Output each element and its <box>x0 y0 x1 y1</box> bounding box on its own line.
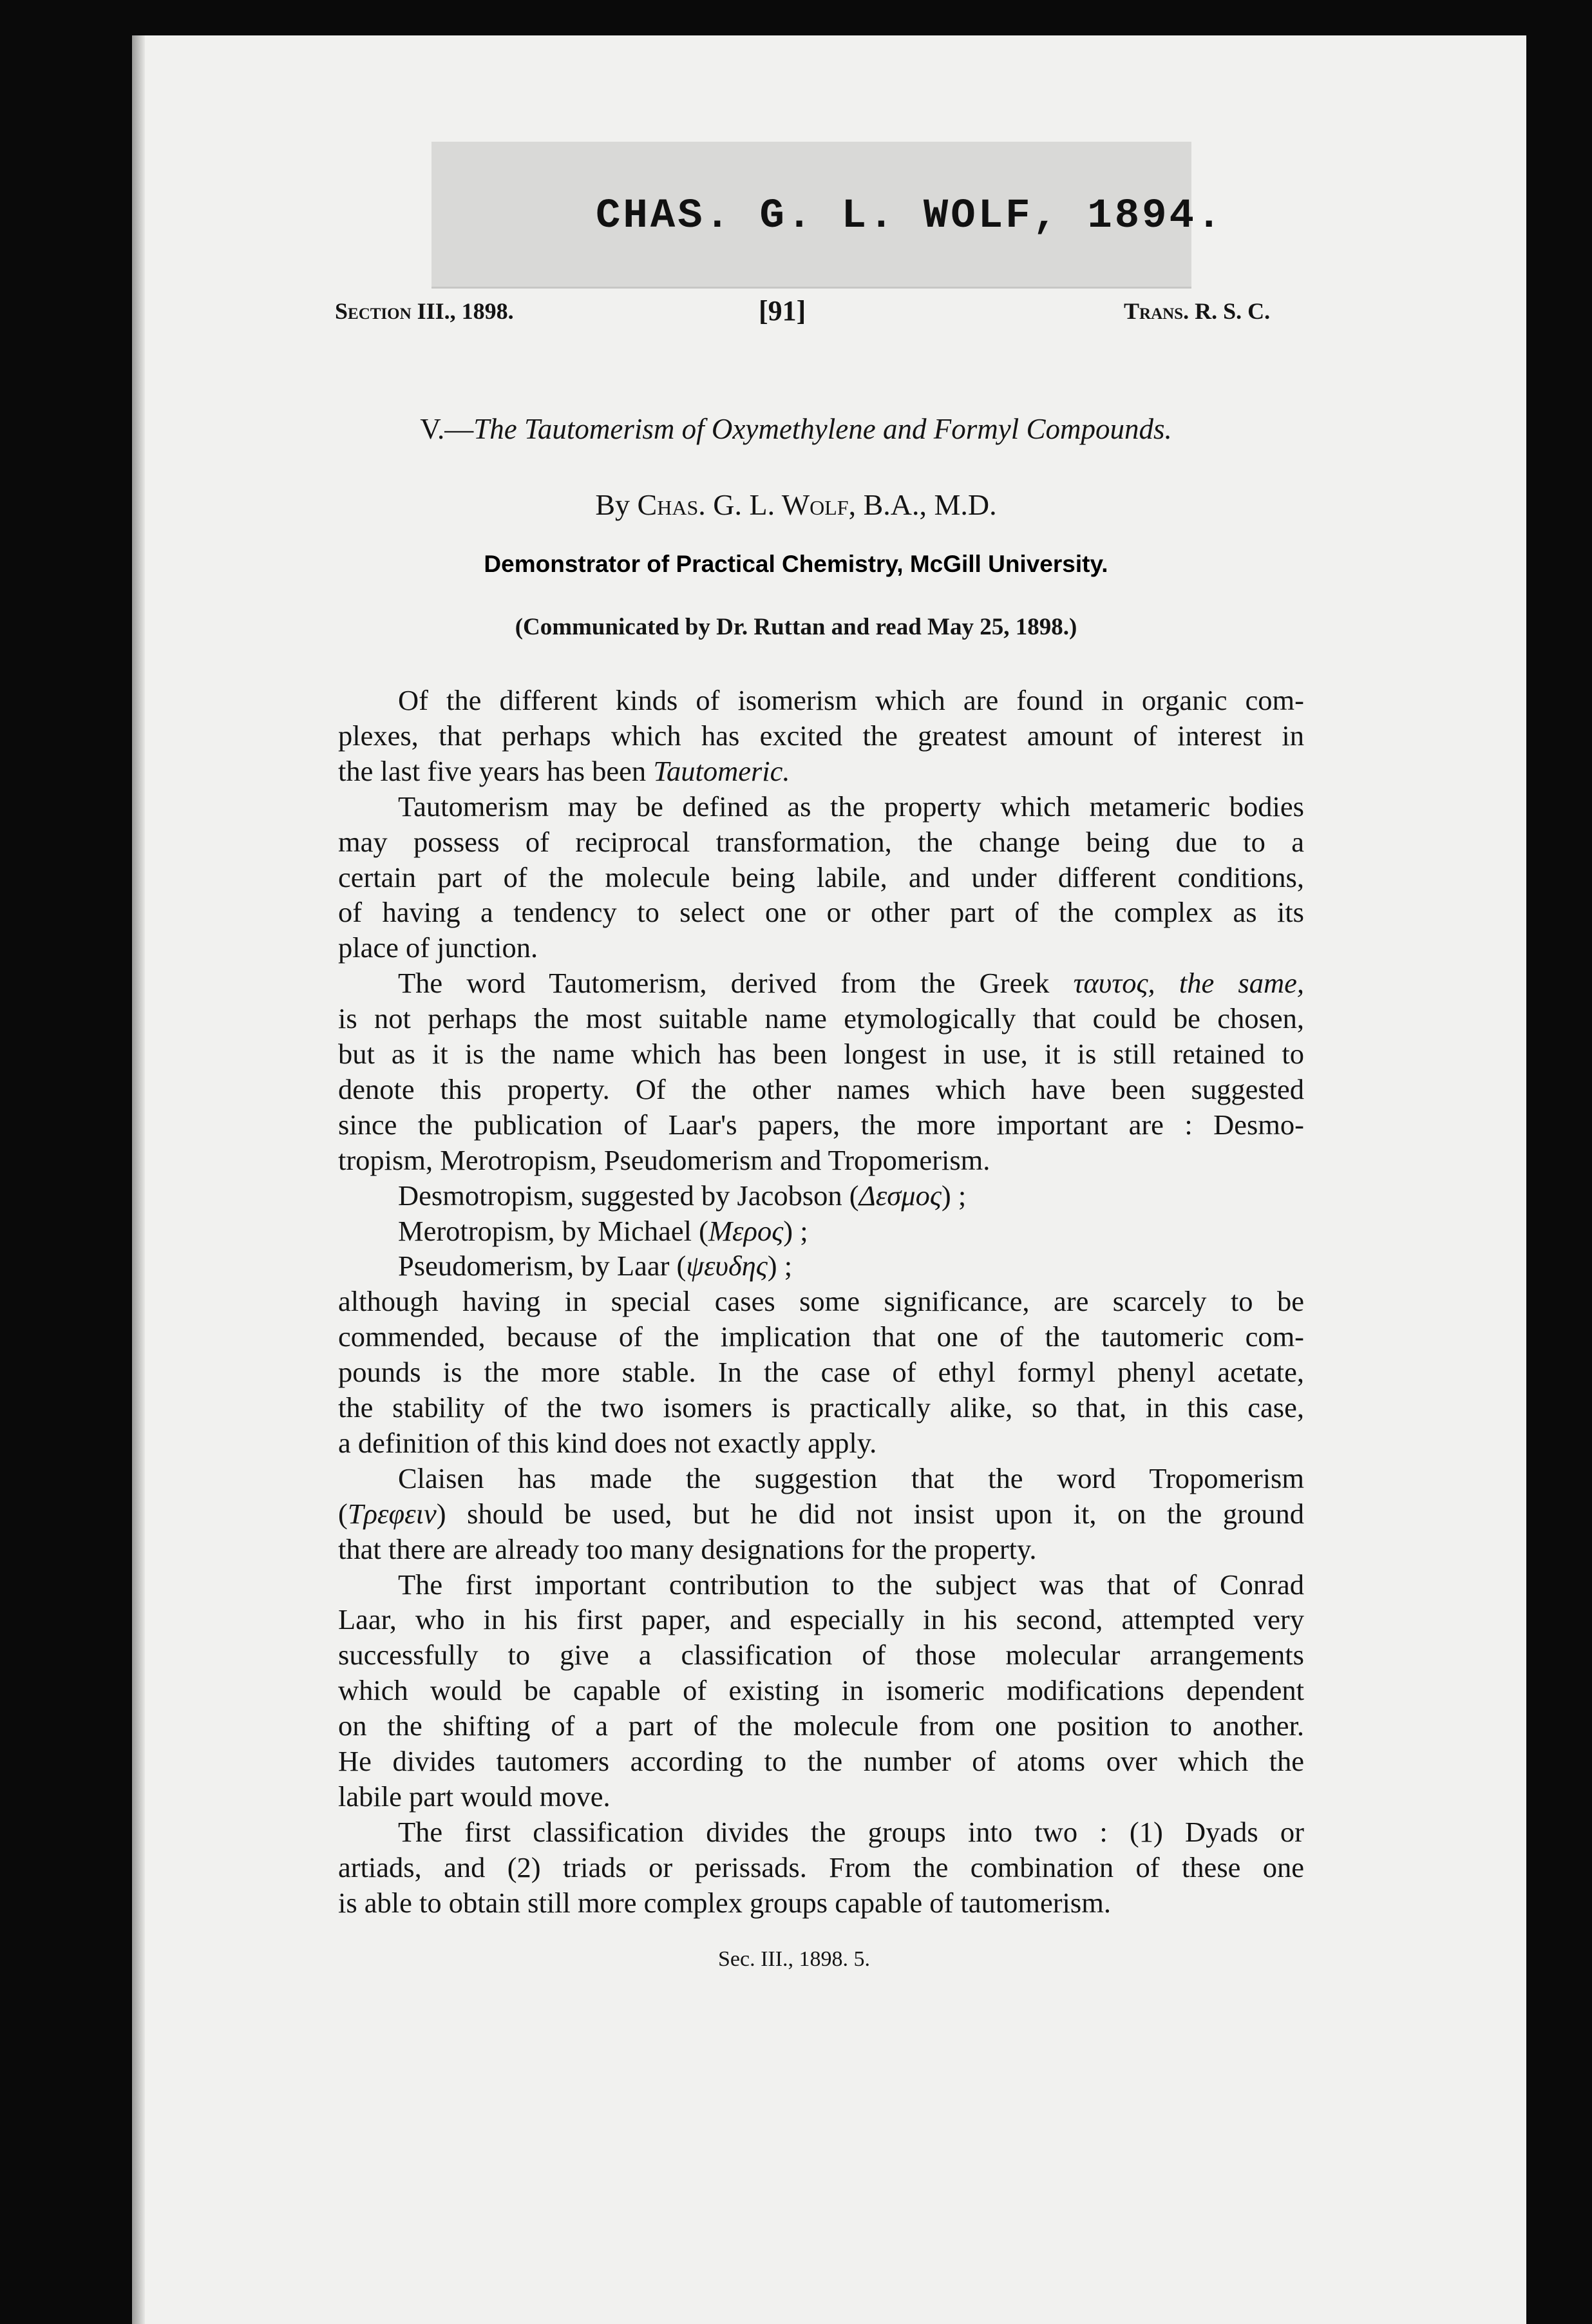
title-text: The Tautomerism of Oxymethylene and Formyl Compounds. <box>473 413 1172 445</box>
text-run: Of the different kinds of isomerism which are found in organic com- <box>398 684 1304 716</box>
text-run: ) ; <box>783 1214 808 1247</box>
body-line <box>338 1072 1304 1105</box>
body-line <box>398 792 1304 821</box>
body-line <box>398 1815 1304 1848</box>
text-run: the stability of the two isomers is practically alike, so that, in this case, <box>338 1391 1304 1424</box>
body-line <box>338 1605 1304 1634</box>
text-run: that there are already too many designations for the property. <box>338 1532 1037 1565</box>
italic-text: Δεσμος <box>858 1179 942 1212</box>
text-run: Pseudomerism, by Laar ( <box>398 1250 687 1282</box>
body-line <box>338 1886 1304 1919</box>
text-run: although having in special cases some significance, are scarcely to be <box>338 1285 1304 1318</box>
body-line <box>398 1214 1304 1247</box>
body-line <box>398 686 1304 715</box>
body-line <box>338 863 1304 892</box>
text-run: a definition of this kind does not exactly apply. <box>338 1426 877 1459</box>
body-line <box>338 1110 1304 1139</box>
text-run: successfully to give a classification of those molecular arrangements <box>338 1639 1304 1672</box>
body-line <box>398 1252 1304 1281</box>
text-run: ) ; <box>941 1179 967 1212</box>
text-run: the last five years has been <box>338 754 654 787</box>
text-run: He divides tautomers according to the number of atoms over which the <box>338 1745 1304 1777</box>
text-run: The word Tautomerism, derived from the Greek <box>398 967 1074 1000</box>
text-run: Claisen has made the suggestion that the word Tropomerism <box>398 1462 1304 1494</box>
body-line <box>338 1287 1304 1316</box>
body-line <box>338 754 1304 787</box>
author-affiliation: Demonstrator of Practical Chemistry, McGill University. <box>484 551 1108 577</box>
title-prefix: V.— <box>420 413 474 445</box>
author-name: Chas. G. L. Wolf <box>637 488 849 521</box>
body-line <box>398 969 1304 998</box>
italic-text: ψευδης <box>686 1250 768 1282</box>
italic-text: Τρεφειν <box>347 1497 437 1530</box>
text-run: pounds is the more stable. In the case of ethyl formyl phenyl acetate, <box>338 1356 1304 1389</box>
body-line <box>398 1464 1304 1493</box>
italic-text: Μερος <box>708 1214 784 1247</box>
text-run: labile part would move. <box>338 1780 611 1813</box>
text-run: tropism, Merotropism, Pseudomerism and Tropomerism. <box>338 1143 990 1176</box>
text-run: ) should be used, but he did not insist upon it, on the ground <box>436 1497 1304 1530</box>
author-degrees: , B.A., M.D. <box>848 488 997 521</box>
body-line <box>338 1426 1304 1459</box>
text-run: is able to obtain still more complex groups capable of tautomerism. <box>338 1886 1111 1919</box>
text-run: ) ; <box>767 1250 793 1282</box>
text-run: Tautomerism may be defined as the property which metameric bodies <box>398 790 1304 823</box>
body-line <box>338 1853 1304 1882</box>
page-footer: Sec. III., 1898. 5. <box>718 1947 871 1971</box>
byline <box>0 488 1592 522</box>
body-line <box>338 1393 1304 1422</box>
page-number: [91] <box>759 295 806 327</box>
text-run: The first classification divides the groups into two : (1) Dyads or <box>398 1815 1304 1848</box>
text-run: on the shifting of a part of the molecule from one position to another. <box>338 1710 1304 1742</box>
author-label: CHAS. G. L. WOLF, 1894. <box>596 193 1224 240</box>
text-run: is not perhaps the most suitable name etymologically that could be chosen, <box>338 1002 1304 1035</box>
body-line <box>338 933 1304 962</box>
paper-title <box>0 412 1592 446</box>
text-run: but as it is the name which has been longest in use, it is still retained to <box>338 1038 1304 1070</box>
text-run: which would be capable of existing in isomeric modifications dependent <box>338 1674 1304 1707</box>
text-run: may possess of reciprocal transformation, the change being due to a <box>338 825 1304 858</box>
text-run: ( <box>338 1497 348 1530</box>
body-line <box>338 1497 1304 1530</box>
body-line <box>398 1570 1304 1599</box>
text-run: since the publication of Laar's papers, the more important are : Desmo- <box>338 1108 1304 1141</box>
body-line <box>338 1358 1304 1387</box>
body-line <box>338 1143 1304 1176</box>
text-run: artiads, and (2) triads or perissads. From the combination of these one <box>338 1851 1304 1883</box>
body-line <box>338 1747 1304 1776</box>
body-line <box>338 1641 1304 1670</box>
text-run: Desmotropism, suggested by Jacobson ( <box>398 1179 859 1212</box>
body-line <box>338 1676 1304 1705</box>
text-run: The first important contribution to the subject was that of Conrad <box>398 1568 1304 1601</box>
body-line <box>338 1711 1304 1740</box>
body-line <box>338 1322 1304 1351</box>
body-line <box>338 1532 1304 1565</box>
text-run: certain part of the molecule being labile, and under different conditions, <box>338 861 1304 893</box>
text-run: place of junction. <box>338 931 538 964</box>
italic-text: ταυτος, the same, <box>1073 967 1305 1000</box>
body-line <box>398 1181 1304 1210</box>
text-run: plexes, that perhaps which has excited the greatest amount of interest in <box>338 719 1304 752</box>
body-line <box>338 1004 1304 1033</box>
text-run: denote this property. Of the other names which have been suggested <box>338 1072 1304 1105</box>
communicated-note: (Communicated by Dr. Ruttan and read May 25, 1898.) <box>515 614 1077 640</box>
body-line <box>338 898 1304 927</box>
body-line <box>338 825 1304 858</box>
text-run: of having a tendency to select one or other part of the complex as its <box>338 896 1304 929</box>
italic-text: Tautomeric. <box>653 754 790 787</box>
body-line <box>338 721 1304 750</box>
running-header-journal: Trans. R. S. C. <box>1124 298 1271 324</box>
text-run: Merotropism, by Michael ( <box>398 1214 708 1247</box>
body-line <box>338 1782 1304 1811</box>
body-line <box>338 1040 1304 1069</box>
byline-by: By <box>595 488 630 521</box>
running-header-section: Section III., 1898. <box>335 298 514 324</box>
text-run: Laar, who in his first paper, and especially in his second, attempted very <box>338 1603 1304 1636</box>
text-run: commended, because of the implication that one of the tautomeric com- <box>338 1320 1304 1353</box>
paper-left-edge <box>132 35 145 2324</box>
